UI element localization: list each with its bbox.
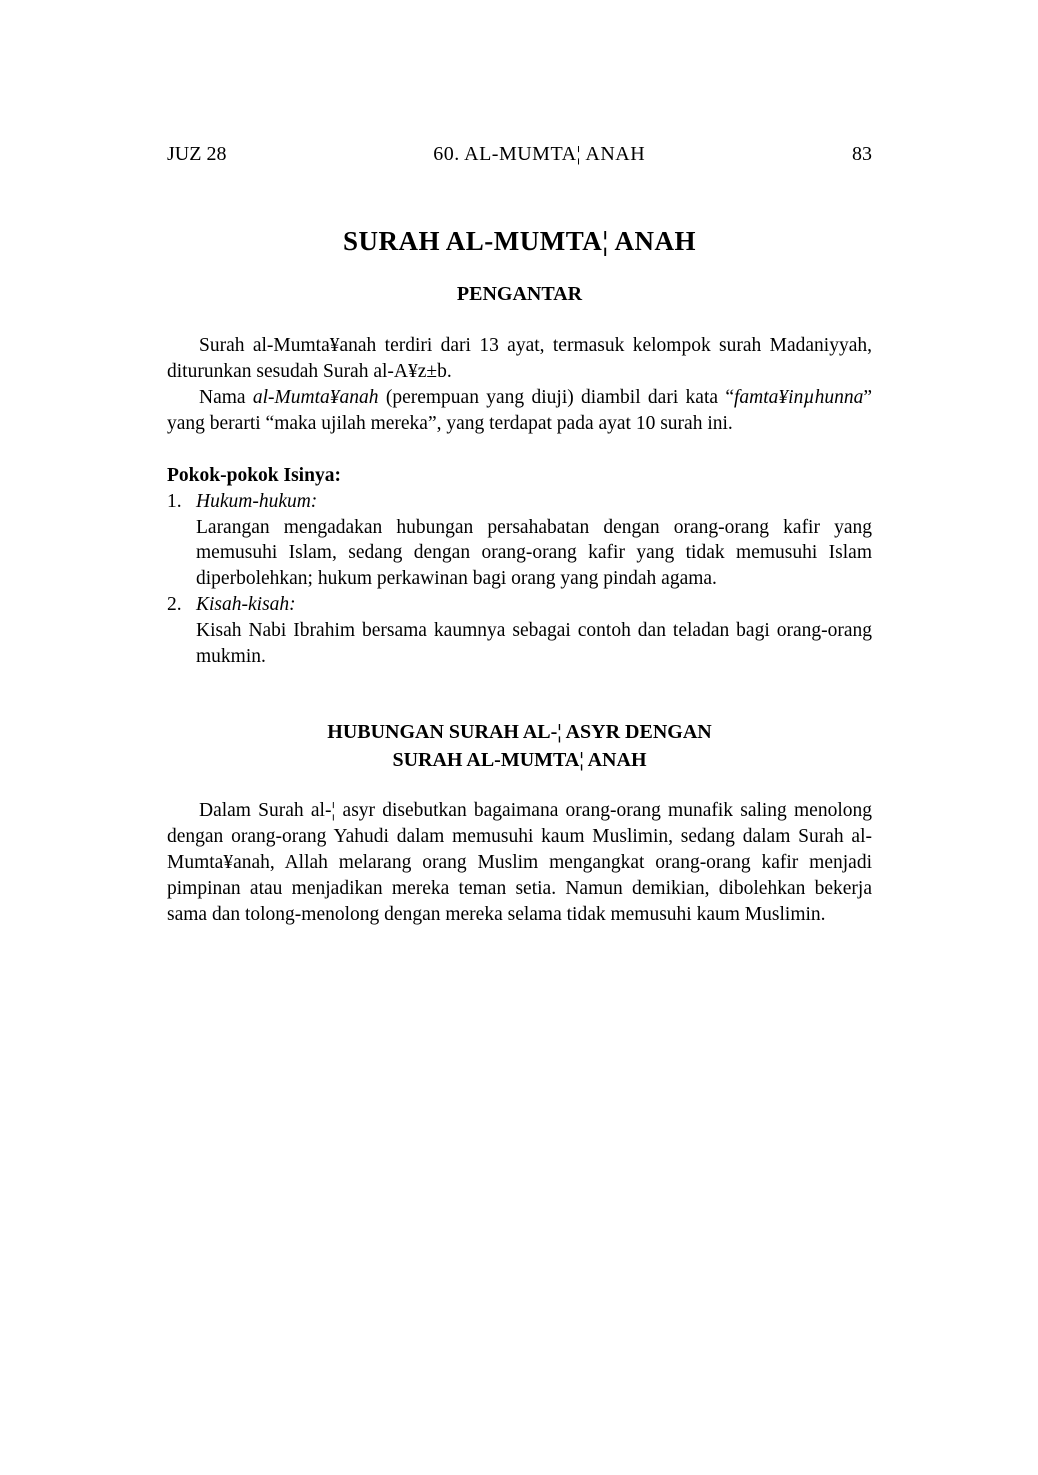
topic-item-1-number: 1. bbox=[167, 490, 182, 512]
relation-heading-line1: HUBUNGAN SURAH AL-¦ ASYR DENGAN bbox=[327, 721, 712, 744]
topic-item-1-body: Larangan mengadakan hubungan persahabatan dengan orang-orang kafir yang memusuhi Islam, sedang dengan orang-orang kafir yang tidak memusuhi Islam diperbolehkan; hukum perkawinan bagi orang yang pindah agama. bbox=[196, 516, 872, 590]
page-header bbox=[167, 143, 872, 166]
pengantar-heading: PENGANTAR bbox=[456, 283, 583, 305]
header-surah-label: 60. AL-MUMTA¦ ANAH bbox=[433, 143, 646, 165]
intro-paragraph-1: Surah al-Mumta¥anah terdiri dari 13 ayat, termasuk kelompok surah Madaniyyah, diturunkan sesudah Surah al-A¥z±b. bbox=[167, 335, 872, 382]
topic-item-1-content bbox=[196, 489, 872, 593]
topic-item-2-body: Kisah Nabi Ibrahim bersama kaumnya sebagai contoh dan teladan bagi orang-orang mukmin. bbox=[196, 620, 872, 668]
topics-heading: Pokok-pokok Isinya: bbox=[167, 464, 341, 486]
relation-paragraph: Dalam Surah al-¦ asyr disebutkan bagaimana orang-orang munafik saling menolong dengan orang-orang Yahudi dalam memusuhi kaum Muslimin, sedang dalam Surah al-Mumta¥anah, Allah melarang orang Muslim mengangkat orang-orang kafir menjadi pimpinan atau menjadikan mereka teman setia. Namun demikian, dibolehkan bekerja sama dan tolong-menolong dengan mereka selama tidak memusuhi kaum Muslimin. bbox=[167, 800, 872, 925]
topic-item-2-label: Kisah-kisah: bbox=[196, 594, 296, 616]
topic-item-1 bbox=[167, 489, 872, 593]
header-juz-label: JUZ 28 bbox=[167, 143, 227, 165]
relation-heading-line2: SURAH AL-MUMTA¦ ANAH bbox=[392, 749, 647, 772]
relation-heading bbox=[167, 718, 872, 774]
topic-item-1-label: Hukum-hukum: bbox=[196, 490, 318, 512]
topic-item-2-content bbox=[196, 592, 872, 670]
topic-item-2 bbox=[167, 592, 872, 670]
surah-title: SURAH AL-MUMTA¦ ANAH bbox=[343, 226, 696, 256]
topic-item-2-number: 2. bbox=[167, 594, 182, 616]
header-page-number: 83 bbox=[851, 143, 872, 165]
intro-paragraph-2: Nama al-Mumta¥anah (perempuan yang diuji) diambil dari kata “famta¥inµhunna” yang berarti “maka ujilah mereka”, yang terdapat pada ayat 10 surah ini. bbox=[167, 386, 872, 434]
